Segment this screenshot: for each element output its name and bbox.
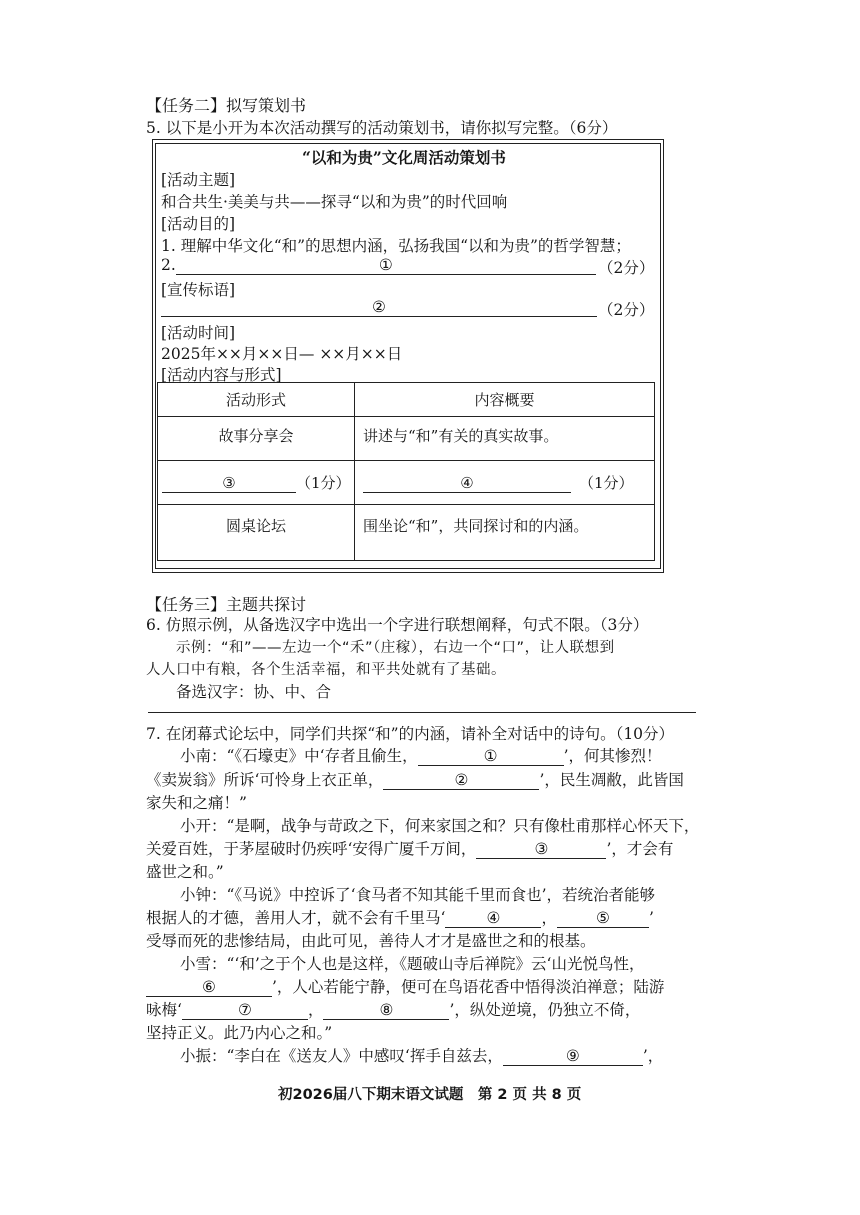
example-line-1: 示例：“和”——左边一个“禾”（庄稼），右边一个“口”，让人联想到 — [176, 640, 615, 656]
row1-desc: 讲述与“和”有关的真实故事。 — [355, 417, 655, 461]
q7-text: 小南：“《石壕吏》中‘存者且偷生， — [180, 747, 418, 765]
poem-blank-8[interactable]: ⑧ — [323, 1002, 449, 1020]
q7-nan-line-3: 家失和之痛！” — [146, 794, 247, 812]
q7-text: ’ — [648, 909, 654, 927]
q7-text: ， — [307, 1001, 324, 1019]
row2-desc-score: （1分） — [579, 474, 634, 492]
question-7: 7. 在闭幕式论坛中，同学们共探“和”的内涵，请补全对话中的诗句。（10分） — [146, 725, 675, 743]
goal-label: [活动目的] — [161, 215, 236, 233]
time-label: [活动时间] — [161, 324, 236, 342]
row3-form: 圆桌论坛 — [158, 505, 355, 561]
q7-text: ’，人心若能宁静，便可在鸟语花香中悟得淡泊禅意；陆游 — [272, 978, 665, 996]
theme-label: [活动主题] — [161, 171, 236, 189]
q7-text: ’，纵处逆境，仍独立不倚， — [449, 1001, 641, 1019]
example-line-2: 人人口中有粮，各个生活幸福，和平共处就有了基础。 — [146, 662, 506, 678]
option-chars: 备选汉字：协、中、合 — [176, 683, 332, 701]
q7-text: ’，何其惨烈！ — [563, 747, 662, 765]
blank-3[interactable]: ③ — [162, 475, 296, 493]
q7-nan-line-1 — [180, 744, 662, 766]
blank-1[interactable]: ① — [176, 257, 596, 275]
content-label: [活动内容与形式] — [161, 366, 282, 384]
goal-1: 1. 理解中华文化“和”的思想内涵，弘扬我国“以和为贵”的哲学智慧； — [161, 237, 631, 255]
plan-title: “以和为贵”文化周活动策划书 — [302, 148, 506, 167]
row2-form-score: （1分） — [296, 474, 351, 492]
blank-4[interactable]: ④ — [363, 475, 571, 493]
q7-xue-line-4: 坚持正义。此乃内心之和。” — [146, 1024, 333, 1042]
q7-kai-line-3: 盛世之和。” — [146, 863, 224, 881]
table-row — [158, 417, 655, 461]
q7-kai-line-2 — [146, 837, 673, 859]
q7-zhen-line-1 — [180, 1044, 663, 1066]
slogan-line — [161, 298, 597, 317]
q7-text: 根据人的才德，善用人才，就不会有千里马‘ — [146, 909, 446, 927]
question-6: 6. 仿照示例，从备选汉字中选出一个字进行联想阐释，句式不限。（3分） — [146, 616, 649, 634]
poem-blank-1[interactable]: ① — [418, 748, 564, 766]
page-footer: 初2026届八下期末语文试题 第 2 页 共 8 页 — [278, 1087, 582, 1103]
table-row — [158, 505, 655, 561]
q7-zhong-line-2 — [146, 906, 654, 928]
goal-2-score: （2分） — [598, 259, 655, 277]
q7-xue-line-1: 小雪：“‘和’之于个人也是这样，《题破山寺后禅院》云‘山光悦鸟性， — [180, 955, 645, 973]
task2-heading: 【任务二】拟写策划书 — [146, 96, 307, 115]
theme-text: 和合共生·美美与共——探寻“以和为贵”的时代回响 — [161, 193, 508, 211]
poem-blank-6[interactable]: ⑥ — [146, 979, 272, 997]
q7-text: 咏梅‘ — [146, 1001, 182, 1019]
table-header-form: 活动形式 — [158, 383, 355, 417]
goal-2-prefix: 2. — [161, 256, 176, 274]
table-row — [158, 461, 655, 505]
task3-heading: 【任务三】主题共探讨 — [146, 595, 307, 614]
slogan-label: [宣传标语] — [161, 281, 236, 299]
poem-blank-9[interactable]: ⑨ — [503, 1048, 643, 1066]
row3-desc: 围坐论“和”，共同探讨和的内涵。 — [355, 505, 655, 561]
poem-blank-4[interactable]: ④ — [445, 910, 541, 928]
q7-zhong-line-3: 受辱而死的悲惨结局，由此可见，善待人才才是盛世之和的根基。 — [146, 932, 596, 950]
question-5: 5. 以下是小开为本次活动撰写的活动策划书，请你拟写完整。（6分） — [146, 119, 618, 137]
q7-text: ’，才会有 — [606, 840, 674, 858]
q7-text: ’， — [642, 1047, 664, 1065]
q7-text: ， — [541, 909, 557, 927]
answer-line-q6[interactable] — [148, 712, 696, 713]
q7-text: 小振：“李白在《送友人》中感叹‘挥手自兹去， — [180, 1047, 503, 1065]
slogan-score: （2分） — [598, 301, 655, 319]
table-header-summary: 内容概要 — [355, 383, 655, 417]
row2-form — [158, 461, 355, 505]
q7-xue-line-2 — [146, 975, 664, 997]
poem-blank-5[interactable]: ⑤ — [557, 910, 649, 928]
q7-text: ’，民生凋敝，此皆国 — [539, 771, 684, 789]
blank-2[interactable]: ② — [161, 299, 597, 317]
poem-blank-7[interactable]: ⑦ — [182, 1002, 308, 1020]
activity-table — [157, 382, 655, 561]
q7-kai-line-1: 小开：“是啊，战争与苛政之下，何来家国之和？只有像杜甫那样心怀天下， — [180, 817, 700, 835]
row1-form: 故事分享会 — [158, 417, 355, 461]
goal-2 — [161, 256, 596, 275]
q7-text: 《卖炭翁》所诉‘可怜身上衣正单， — [146, 771, 384, 789]
q7-xue-line-3 — [146, 998, 640, 1020]
q7-zhong-line-1: 小钟：“《马说》中控诉了‘食马者不知其能千里而食也’，若统治者能够 — [180, 886, 656, 904]
poem-blank-3[interactable]: ③ — [476, 841, 606, 859]
q7-nan-line-2 — [146, 768, 684, 790]
time-text: 2025年××月××日— ××月××日 — [161, 345, 403, 363]
q7-text: 关爱百姓，于茅屋破时仍疾呼‘安得广厦千万间， — [146, 840, 477, 858]
poem-blank-2[interactable]: ② — [383, 772, 539, 790]
row2-desc — [355, 461, 655, 505]
